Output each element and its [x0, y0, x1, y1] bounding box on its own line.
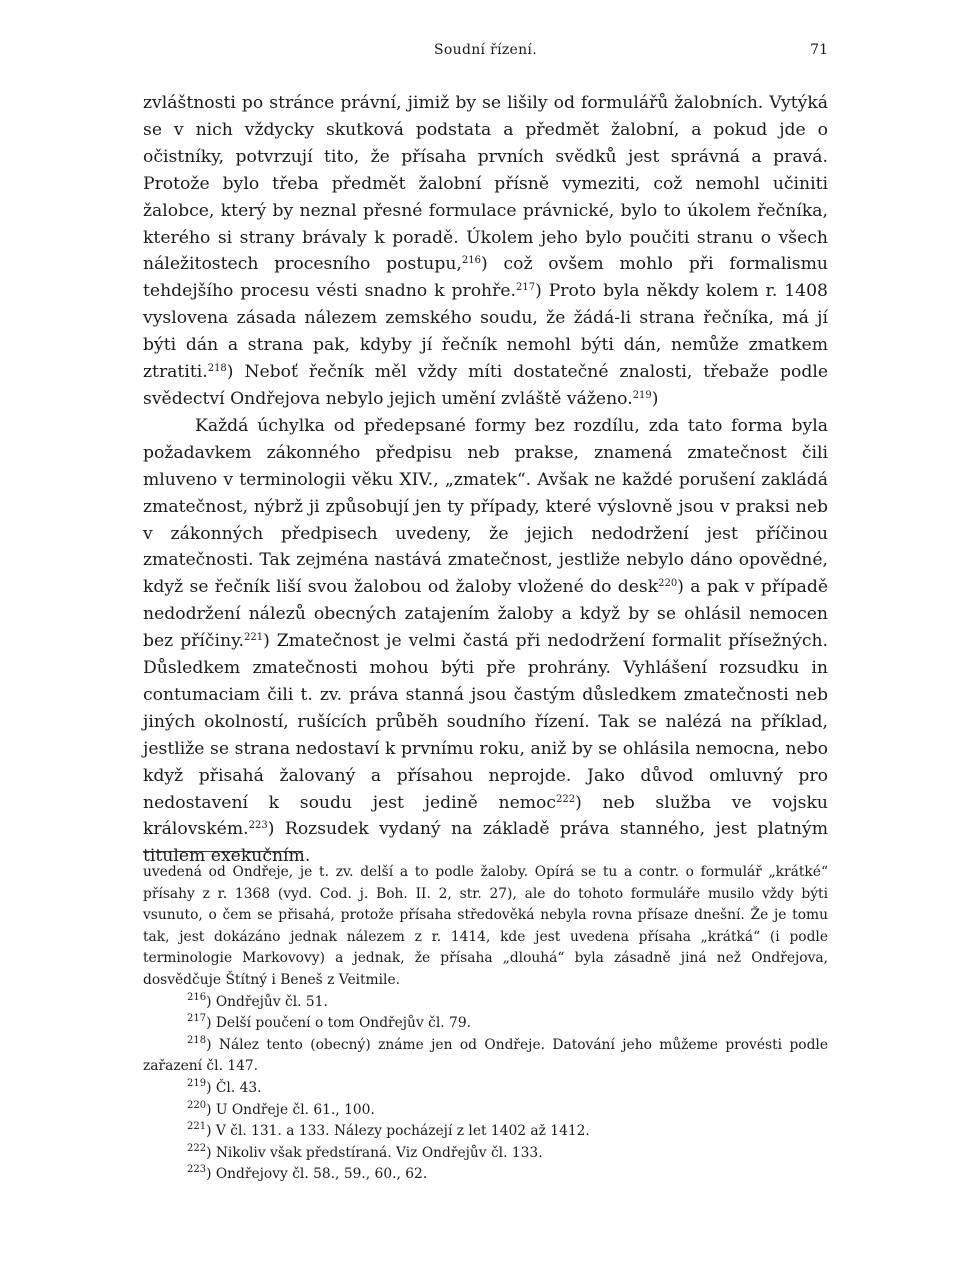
footnote-ref: 218 — [207, 363, 227, 375]
footnote: $^{223}$) Ondřejovy čl. 58., 59., 60., 62. — [187, 1164, 428, 1183]
page-number: 71 — [810, 42, 828, 58]
paragraph: zvláštnosti po stránce právní, jimiž by se lišily od formulářů žalobních. Vytýká se v nich vždycky skutková podstata a předmět žalobní, a pokud jde o očistníky, potvrzují tito, že přísaha prvních svědků jest správná a pravá. Protože bylo třeba předmět žalobní přísně vymeziti, což nemohl učiniti žalobce, který by neznal přesné formulace právnické, bylo to úkolem řečníka, kterého si strany brávaly k poradě. Úkolem jeho bylo poučiti stranu o všech náležitostech procesního postupu,$^{216}$) což ovšem mohlo při formalismu tehdejšího procesu vésti snadno k prohře.$^{217}$) Proto byla někdy kolem r. 1408 vyslovena zásada nálezem zemského soudu, že žádá-li strana řečníka, má jí býti dán a strana pak, kdyby jí řečník nemohl býti dán, nemůže zmatkem ztratiti.$^{218}$) Neboť řečník měl vždy míti dostatečné znalosti, třebaže podle svědectví Ondřejova nebylo jejich umění zvláště váženo.$^{219}$) — [143, 93, 828, 409]
footnote: $^{217}$) Delší poučení o tom Ondřejův čl. 79. — [187, 1013, 471, 1032]
paragraph: Každá úchylka od předepsané formy bez rozdílu, zda tato forma byla požadavkem zákonného předpisu neb prakse, znamená zmatečnost čili mluveno v terminologii věku XIV., „zmatek“. Avšak ne každé porušení zakládá zmatečnost, nýbrž ji způsobují jen ty případy, které výslovně jsou v praksi neb v zákonných předpisech uvedeny, že jejich nedodržení jest příčinou zmatečnosti. Tak zejména nastává zmatečnost, jestliže nebylo dáno opovědné, když se řečník liší svou žalobou od žaloby vložené do desk$^{220}$) a pak v případě nedodržení nálezů obecných zatajením žaloby a když by se ohlásil nemocen bez příčiny.$^{221}$) Zmatečnost je velmi častá při nedodržení formalit přísežných. Důsledkem zmatečnosti mohou býti pře prohrány. Vyhlášení rozsudku in contumaciam čili t. zv. práva stanná jsou častým důsledkem zmatečnosti neb jiných okolností, rušících průběh soudního řízení. Tak se nalézá na příklad, jestliže se strana nedostaví k prvnímu roku, aniž by se ohlásila nemocna, nebo když přisahá žalovaný a přísahou neprojde. Jako důvod omluvný pro nedostavení k soudu jest jedině nemoc$^{222}$) neb služba ve vojsku královském.$^{223}$) Rozsudek vydaný na základě práva stanného, jest platným titulem exekučním. — [143, 415, 828, 867]
footnote: $^{220}$) U Ondřeje čl. 61., 100. — [187, 1099, 375, 1118]
footnote-number: 218 — [187, 1034, 207, 1046]
footnote-number: 219 — [187, 1077, 207, 1089]
footnote-number: 221 — [187, 1121, 207, 1133]
footnote: $^{219}$) Čl. 43. — [187, 1077, 262, 1096]
main-text — [143, 90, 828, 870]
footnote-ref: 223 — [248, 820, 268, 832]
footnote-ref: 220 — [658, 578, 678, 590]
footnote-divider — [143, 851, 303, 852]
footnote: $^{222}$) Nikoliv však předstíraná. Viz Ondřejův čl. 133. — [187, 1142, 543, 1161]
footnote-number: 216 — [187, 991, 207, 1003]
footnote-ref: 221 — [244, 632, 264, 644]
footnote-ref: 222 — [556, 793, 576, 805]
footnote: $^{218}$) Nález tento (obecný) známe jen od Ondřeje. Datování jeho můžeme provésti podle zařazení čl. 147. — [143, 1034, 828, 1075]
running-title: Soudní řízení. — [434, 42, 537, 58]
footnote-number: 222 — [187, 1142, 207, 1154]
footnote: $^{221}$) V čl. 131. a 133. Nálezy pocházejí z let 1402 až 1412. — [187, 1121, 590, 1140]
footnote-ref: 216 — [461, 255, 481, 267]
footnote-ref: 217 — [515, 282, 536, 294]
footnote-number: 223 — [187, 1164, 207, 1176]
footnote-continuation: uvedená od Ondřeje, je t. zv. delší a to podle žaloby. Opírá se tu a contr. o formulář „krátké“ přísahy z r. 1368 (vyd. Cod. j. Boh. II. 2, str. 27), ale do tohoto formuláře musilo vždy býti vsunuto, o čem se přisahá, protože přísaha středověká nebyla rovna přísaze dnešní. Že je tomu tak, jest dokázáno jednak nálezem z r. 1414, kde jest uvedena přísaha „krátká“ (i podle terminologie Markovovy) a jednak, že přísaha „dlouhá“ byla zásadně jiná než Ondřejova, dosvědčuje Štítný i Beneš z Veitmile. — [143, 864, 828, 988]
footnote-ref: 219 — [632, 389, 652, 401]
footnote-number: 220 — [187, 1099, 207, 1111]
footnotes — [143, 862, 828, 1186]
footnote-number: 217 — [187, 1013, 207, 1025]
page-header — [143, 42, 828, 66]
footnote: $^{216}$) Ondřejův čl. 51. — [187, 991, 328, 1010]
